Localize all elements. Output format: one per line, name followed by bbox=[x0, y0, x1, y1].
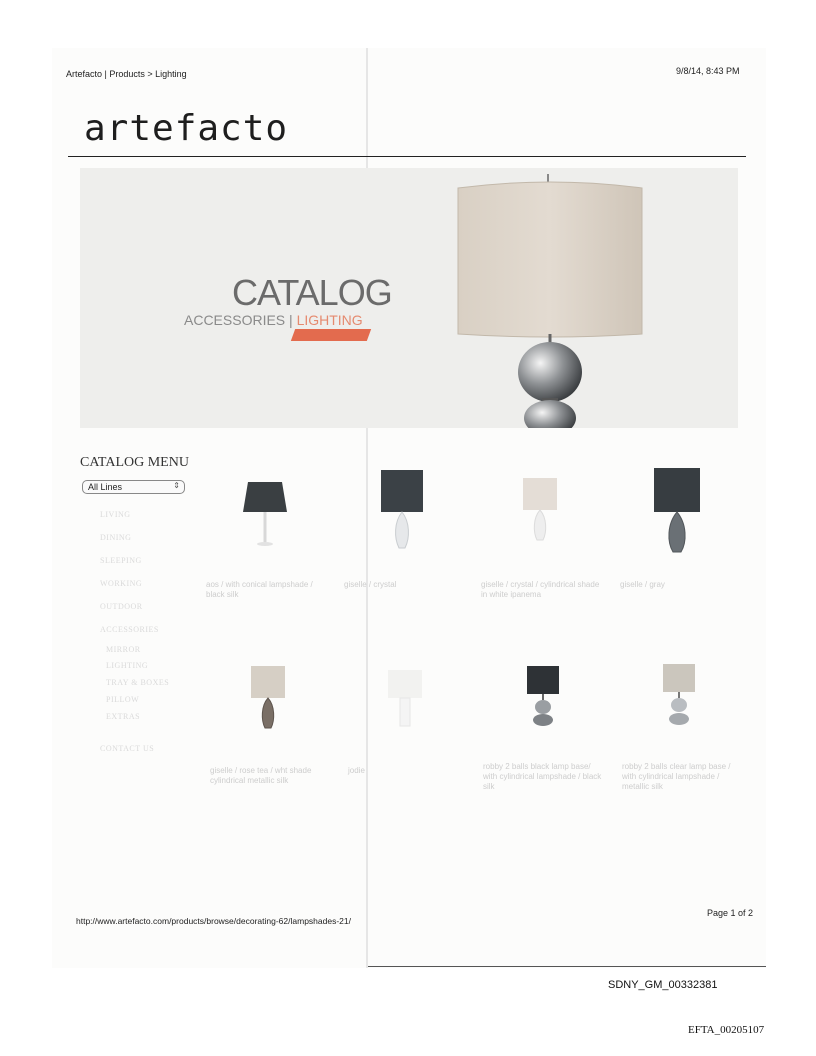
line-select[interactable] bbox=[82, 480, 185, 494]
product-image[interactable] bbox=[660, 662, 698, 730]
product-caption[interactable]: aos / with conical lampshade / black silk bbox=[206, 580, 313, 599]
menu-item-contact-us[interactable]: CONTACT US bbox=[100, 744, 155, 753]
bates-number: SDNY_GM_00332381 bbox=[608, 979, 718, 991]
menu-item-sleeping[interactable]: SLEEPING bbox=[100, 556, 142, 565]
submenu-item-pillow[interactable]: PILLOW bbox=[106, 695, 140, 704]
line-select-value: All Lines bbox=[88, 482, 123, 492]
menu-item-living[interactable]: LIVING bbox=[100, 510, 131, 519]
menu-item-outdoor[interactable]: OUTDOOR bbox=[100, 602, 143, 611]
catalog-menu-title: CATALOG MENU bbox=[80, 455, 189, 470]
artefacto-logo[interactable]: artefacto bbox=[84, 108, 289, 149]
print-header-datetime: 9/8/14, 8:43 PM bbox=[676, 66, 740, 76]
banner-highlight-swoosh bbox=[291, 329, 371, 341]
print-header-title: Artefacto | Products > Lighting bbox=[66, 69, 187, 79]
product-image[interactable] bbox=[378, 468, 426, 554]
header-rule bbox=[68, 156, 746, 157]
product-image[interactable] bbox=[240, 478, 290, 550]
product-caption[interactable]: giselle / gray bbox=[620, 580, 665, 589]
submenu-item-mirror[interactable]: MIRROR bbox=[106, 645, 141, 654]
product-image[interactable] bbox=[652, 466, 702, 558]
product-image[interactable] bbox=[524, 664, 562, 730]
product-caption[interactable]: giselle / crystal / cylindrical shade in white ipanema bbox=[481, 580, 600, 599]
product-caption[interactable]: robby 2 balls black lamp base/ with cylindrical lampshade / black silk bbox=[483, 762, 602, 791]
print-footer-page: Page 1 of 2 bbox=[707, 908, 754, 918]
product-caption[interactable]: giselle / crystal bbox=[344, 580, 397, 589]
menu-item-dining[interactable]: DINING bbox=[100, 533, 132, 542]
product-image[interactable] bbox=[248, 664, 288, 734]
submenu-item-lighting[interactable]: LIGHTING bbox=[106, 661, 149, 670]
submenu-item-extras[interactable]: EXTRAS bbox=[106, 712, 141, 721]
print-footer-url: http://www.artefacto.com/products/browse/decorating-62/lampshades-21/ bbox=[76, 916, 351, 926]
select-arrows-icon: ⇕ bbox=[173, 481, 180, 490]
lamp-hero-image bbox=[80, 168, 738, 428]
submenu-item-tray-boxes[interactable]: TRAY & BOXES bbox=[106, 678, 170, 687]
banner-subtitle bbox=[184, 312, 363, 328]
banner-subtitle-lighting: LIGHTING bbox=[296, 312, 363, 328]
product-caption[interactable]: jodie bbox=[348, 766, 365, 775]
efta-number: EFTA_00205107 bbox=[688, 1024, 765, 1036]
catalog-banner bbox=[80, 168, 738, 428]
banner-subtitle-accessories: ACCESSORIES | bbox=[184, 312, 297, 328]
banner-title: CATALOG bbox=[232, 272, 392, 313]
product-caption[interactable]: giselle / rose tea / wht shade cylindrical metallic silk bbox=[210, 766, 312, 785]
product-image[interactable] bbox=[386, 668, 424, 734]
footer-rule bbox=[368, 966, 766, 967]
product-image[interactable] bbox=[520, 476, 560, 546]
menu-item-working[interactable]: WORKING bbox=[100, 579, 143, 588]
product-caption[interactable]: robby 2 balls clear lamp base / with cylindrical lampshade / metallic silk bbox=[622, 762, 731, 791]
menu-item-accessories[interactable]: ACCESSORIES bbox=[100, 625, 159, 634]
